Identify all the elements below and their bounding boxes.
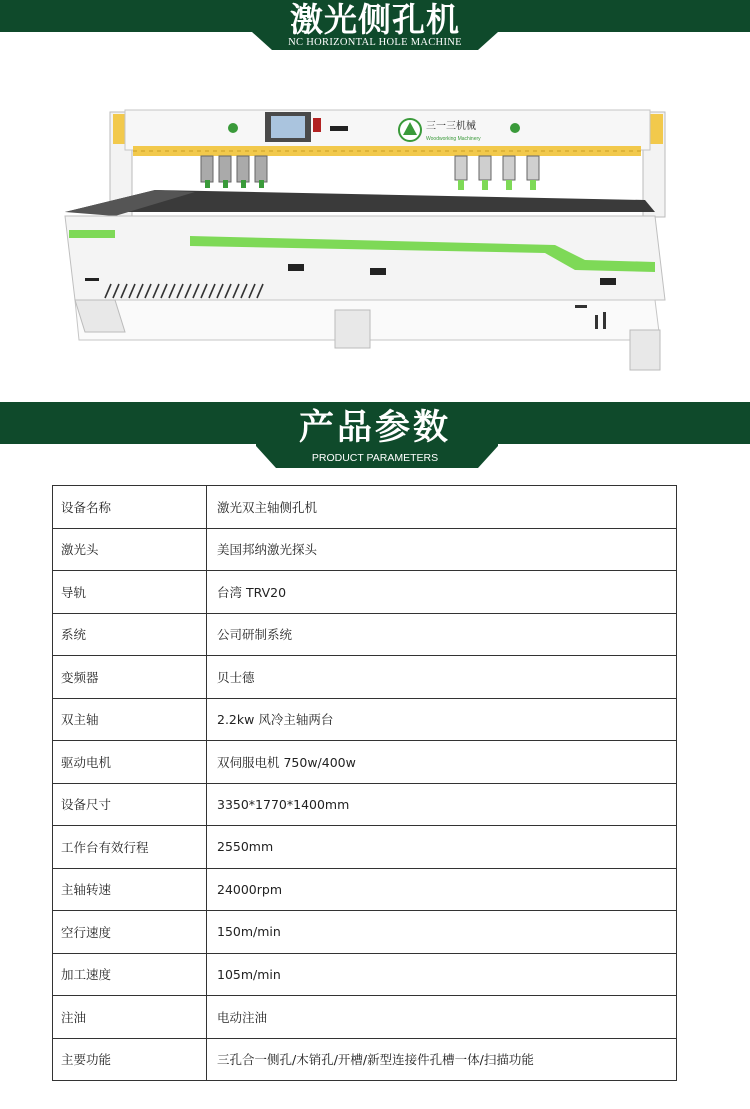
section-subtitle: PRODUCT PARAMETERS (311, 452, 439, 464)
parameter-table (52, 485, 677, 1081)
param-value: 贝士德 (207, 656, 677, 699)
param-value: 电动注油 (207, 996, 677, 1039)
param-value: 24000rpm (207, 868, 677, 911)
param-label: 双主轴 (53, 698, 207, 741)
table-row (53, 741, 677, 784)
param-label: 激光头 (53, 528, 207, 571)
param-label: 注油 (53, 996, 207, 1039)
brand-name: 三一三机械 (426, 121, 476, 132)
param-label: 变频器 (53, 656, 207, 699)
table-row (53, 613, 677, 656)
param-value: 150m/min (207, 911, 677, 954)
param-value: 公司研制系统 (207, 613, 677, 656)
param-label: 工作台有效行程 (53, 826, 207, 869)
param-label: 加工速度 (53, 953, 207, 996)
param-value: 105m/min (207, 953, 677, 996)
param-label: 设备名称 (53, 486, 207, 529)
param-label: 系统 (53, 613, 207, 656)
table-row (53, 1038, 677, 1081)
param-value: 台湾 TRV20 (207, 571, 677, 614)
param-label: 主轴转速 (53, 868, 207, 911)
param-label: 空行速度 (53, 911, 207, 954)
table-row (53, 656, 677, 699)
page-subtitle: NC HORIZONTAL HOLE MACHINE (288, 37, 462, 48)
page-title: 激光侧孔机 (290, 0, 460, 39)
table-row (53, 528, 677, 571)
table-row (53, 911, 677, 954)
param-label: 主要功能 (53, 1038, 207, 1081)
param-value: 美国邦纳激光探头 (207, 528, 677, 571)
brand-subname: Woodworking Machinery (426, 136, 481, 142)
param-value: 双伺服电机 750w/400w (207, 741, 677, 784)
table-row (53, 486, 677, 529)
param-value: 三孔合一侧孔/木销孔/开槽/新型连接件孔槽一体/扫描功能 (207, 1038, 677, 1081)
table-row (53, 698, 677, 741)
table-row (53, 868, 677, 911)
param-value: 2550mm (207, 826, 677, 869)
machine-image (55, 100, 675, 380)
param-label: 设备尺寸 (53, 783, 207, 826)
param-label: 导轨 (53, 571, 207, 614)
table-row (53, 783, 677, 826)
param-label: 驱动电机 (53, 741, 207, 784)
table-row (53, 996, 677, 1039)
section-title: 产品参数 (298, 408, 451, 448)
param-value: 激光双主轴侧孔机 (207, 486, 677, 529)
brand-logo (399, 119, 421, 141)
table-row (53, 571, 677, 614)
table-row (53, 826, 677, 869)
table-row (53, 953, 677, 996)
param-value: 3350*1770*1400mm (207, 783, 677, 826)
param-value: 2.2kw 风冷主轴两台 (207, 698, 677, 741)
